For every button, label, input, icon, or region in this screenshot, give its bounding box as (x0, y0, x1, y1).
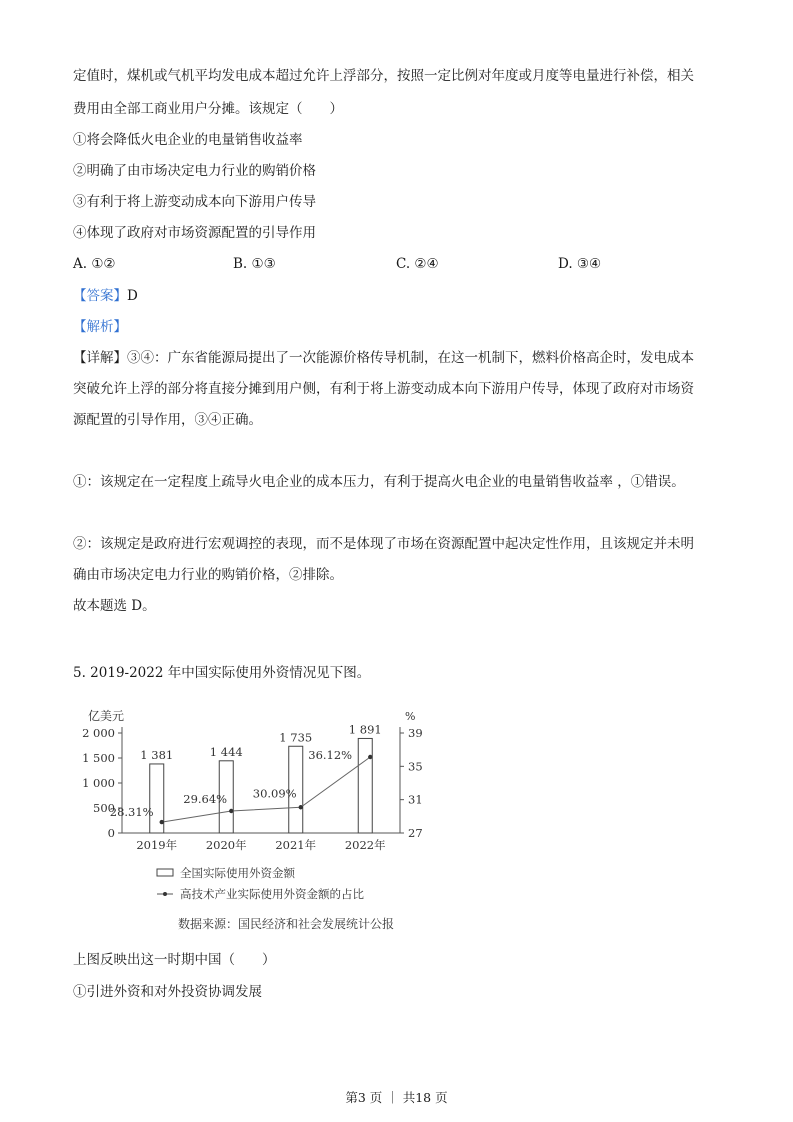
line-value-label: 29.64% (183, 792, 228, 806)
legend-line-label: 高技术产业实际使用外资金额的占比 (180, 887, 364, 901)
right-tick-label: 27 (408, 826, 423, 840)
q5-after-line1: 上图反映出这一时期中国（ ） (73, 952, 276, 968)
page-footer: 第3 页 ｜ 共18 页 (345, 1090, 448, 1105)
line-value-label: 28.31% (109, 805, 154, 820)
q4-analysis-line (73, 317, 127, 337)
q4-item-2: ②明确了由市场决定电力行业的购销价格 (73, 163, 316, 179)
x-tick-label: 2022年 (344, 838, 386, 852)
line-point-2019年 (160, 820, 164, 824)
left-tick-label: 0 (107, 826, 115, 840)
q4-answer-line (73, 286, 138, 306)
q4-detail-line2: 突破允许上浮的部分将直接分摊到用户侧，有利于将上游变动成本向下游用户传导，体现了政府对市场资 (73, 381, 694, 397)
line-point-2021年 (299, 805, 303, 809)
q4-para1: ①：该规定在一定程度上疏导火电企业的成本压力，有利于提高火电企业的电量销售收益率 ，①错误。 (73, 474, 685, 490)
q4-detail-line1 (73, 348, 694, 368)
left-tick-label: 1 500 (82, 751, 115, 765)
x-tick-label: 2021年 (275, 838, 317, 852)
bar-value-label: 1 444 (209, 744, 243, 759)
right-tick-label: 35 (408, 759, 423, 774)
x-tick-label: 2019年 (136, 838, 178, 852)
answer-value: D (127, 288, 138, 304)
analysis-tag: 【解析】 (73, 319, 127, 335)
q4-para2-line2: 确由市场决定电力行业的购销价格，②排除。 (73, 567, 343, 583)
left-tick-label: 2 000 (82, 726, 115, 740)
answer-tag: 【答案】 (73, 288, 127, 304)
q4-option-d: D. ③④ (558, 256, 602, 272)
chart-source: 数据来源：国民经济和社会发展统计公报 (178, 917, 395, 931)
line-value-label: 30.09% (252, 786, 297, 801)
left-tick-label: 500 (93, 801, 115, 815)
right-tick-label: 31 (408, 792, 423, 807)
line-value-label: 36.12% (308, 748, 353, 762)
q4-item-4: ④体现了政府对市场资源配置的引导作用 (73, 225, 316, 241)
q4-item-3: ③有利于将上游变动成本向下游用户传导 (73, 194, 316, 210)
detail-text-1: ③④：广东省能源局提出了一次能源价格传导机制，在这一机制下，燃料价格高企时，发电成本 (127, 350, 694, 366)
line-point-2022年 (368, 755, 372, 759)
q4-stem-line2: 费用由全部工商业用户分摊。该规定（ ） (73, 101, 343, 117)
line-point-2020年 (229, 809, 233, 813)
legend-bar-label: 全国实际使用外资金额 (180, 866, 295, 880)
fdi-chart (60, 700, 440, 940)
q4-option-c: C. ②④ (396, 256, 439, 272)
q4-option-b: B. ①③ (233, 256, 276, 272)
right-axis-unit: % (405, 710, 416, 723)
right-tick-label: 39 (408, 726, 423, 740)
x-tick-label: 2020年 (205, 838, 247, 852)
q4-conclusion: 故本题选 D。 (73, 598, 156, 614)
bar-value-label: 1 381 (140, 747, 174, 762)
chart-legend (157, 866, 394, 931)
bar-value-label: 1 735 (279, 730, 313, 745)
q4-detail-line3: 源配置的引导作用，③④正确。 (73, 412, 262, 428)
bar-value-label: 1 891 (348, 722, 382, 737)
q4-item-1: ①将会降低火电企业的电量销售收益率 (73, 132, 303, 148)
q4-option-a: A. ①② (73, 256, 116, 272)
bar-2022年 (358, 738, 372, 833)
left-tick-label: 1 000 (82, 776, 115, 790)
detail-tag: 【详解】 (73, 350, 127, 366)
q4-stem-line1: 定值时，煤机或气机平均发电成本超过允许上浮部分，按照一定比例对年度或月度等电量进行补偿，相关 (73, 68, 694, 84)
q5-after-line2: ①引进外资和对外投资协调发展 (73, 984, 262, 1000)
left-axis-unit: 亿美元 (88, 709, 125, 723)
legend-line-marker (163, 892, 167, 896)
legend-bar-swatch (157, 869, 173, 876)
q5-title: 5. 2019-2022 年中国实际使用外资情况见下图。 (73, 665, 371, 681)
q4-para2-line1: ②：该规定是政府进行宏观调控的表现，而不是体现了市场在资源配置中起决定性作用，且该规定并未明 (73, 536, 694, 552)
